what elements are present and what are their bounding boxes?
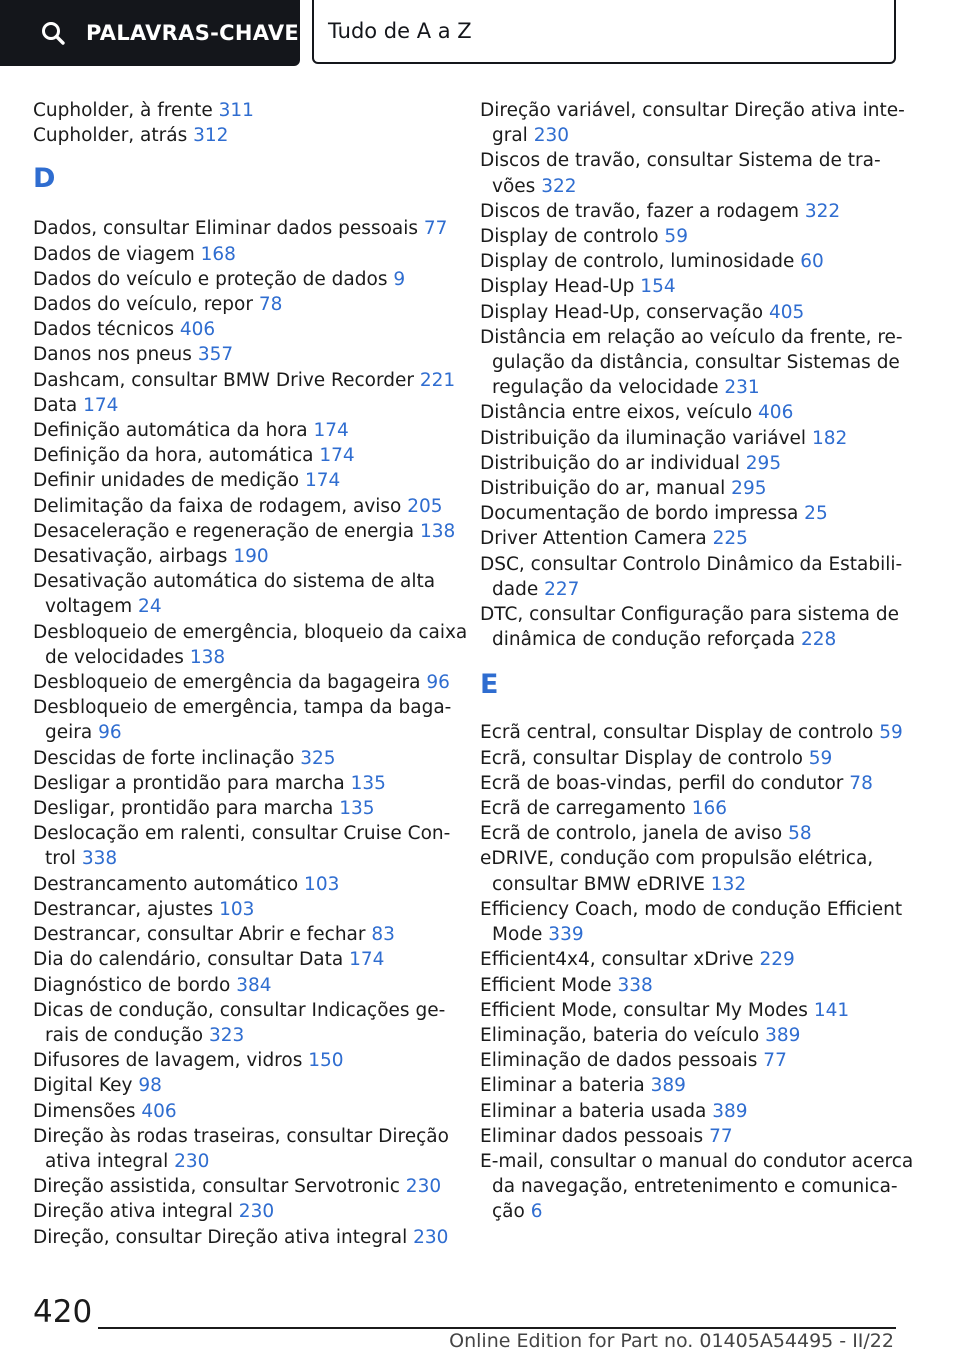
index-entry [33, 292, 453, 317]
page-reference-link[interactable]: 103 [304, 873, 340, 895]
index-entry [33, 494, 453, 519]
edition-note: Online Edition for Part no. 01405A54495 - II/22 [449, 1330, 894, 1352]
page-reference-link[interactable]: 312 [193, 125, 229, 147]
index-entry [480, 897, 903, 947]
index-entry [480, 224, 900, 249]
page-reference-link[interactable]: 322 [804, 200, 841, 222]
index-entry [33, 393, 453, 418]
entry-term: Direção, consultar Direção ativa integral [33, 1226, 408, 1248]
entry-term-continued: de velocidades [45, 646, 184, 668]
index-entry [33, 569, 453, 619]
page-reference-link[interactable]: 406 [141, 1100, 177, 1122]
index-entry [480, 1149, 914, 1225]
index-entry [480, 821, 900, 846]
index-entry [33, 368, 456, 393]
page-reference-link[interactable]: 231 [724, 377, 760, 399]
index-entry [33, 998, 453, 1048]
entry-term: Direção às rodas traseiras, consultar Direção [33, 1125, 449, 1147]
entry-term: Destrancamento automático [33, 873, 299, 895]
page-reference-link[interactable]: 138 [189, 646, 226, 668]
entry-term: Eliminação, bateria do veículo [480, 1024, 760, 1046]
page-reference-link[interactable]: 338 [617, 974, 653, 996]
page-reference-link[interactable]: 225 [712, 528, 748, 550]
page-reference-link[interactable]: 132 [710, 873, 747, 895]
page-reference-link[interactable]: 135 [339, 798, 375, 820]
page-reference-link[interactable]: 9 [393, 268, 406, 290]
index-entry [480, 400, 900, 425]
index-entry [33, 267, 453, 292]
entry-term: Direção variável, consultar Direção ativa inte- [480, 100, 905, 121]
page-reference-link[interactable]: 230 [405, 1176, 442, 1198]
entry-term: Desbloqueio de emergência, bloqueio da caixa [33, 621, 468, 643]
index-entry [33, 1124, 453, 1174]
index-entry [33, 342, 453, 367]
page-reference-link[interactable]: 295 [731, 478, 767, 500]
index-entry [480, 476, 900, 501]
entry-term: Ecrã central, consultar Display de controlo [480, 722, 874, 744]
entry-term: Desligar, prontidão para marcha [33, 798, 334, 820]
keywords-tab-label: PALAVRAS-CHAVE [86, 21, 300, 45]
index-entry [33, 123, 453, 148]
index-entry [480, 199, 900, 224]
page-reference-link[interactable]: 58 [788, 823, 812, 845]
entry-term: Eliminar dados pessoais [480, 1125, 704, 1147]
index-entry [33, 620, 468, 670]
page-reference-link[interactable]: 205 [407, 495, 443, 517]
page-reference-link[interactable]: 405 [769, 301, 805, 323]
index-entry [33, 1099, 453, 1124]
index-entry [33, 1225, 453, 1250]
entry-term: Ecrã de controlo, janela de aviso [480, 823, 783, 845]
entry-term: Efficient Mode [480, 974, 612, 996]
page-reference-link[interactable]: 228 [800, 629, 837, 651]
page-reference-link[interactable]: 389 [712, 1100, 748, 1122]
entry-term: Display de controlo, luminosidade [480, 251, 795, 273]
page-reference-link[interactable]: 24 [138, 596, 162, 618]
page-reference-link[interactable]: 96 [98, 722, 122, 744]
entry-term: Eliminar a bateria [480, 1075, 645, 1097]
entry-term: Danos nos pneus [33, 344, 192, 366]
entry-term-continued: gral [492, 125, 528, 147]
index-entry [480, 552, 903, 602]
entry-term: Distância em relação ao veículo da frente, re- [480, 326, 903, 348]
entry-term: Eliminar a bateria usada [480, 1100, 707, 1122]
page-reference-link[interactable]: 230 [238, 1201, 275, 1223]
page-reference-link[interactable]: 174 [83, 394, 119, 416]
index-column-left [33, 98, 468, 1250]
page-reference-link[interactable]: 230 [413, 1226, 449, 1248]
page-reference-link[interactable]: 229 [759, 949, 795, 971]
entry-term: Distância entre eixos, veículo [480, 402, 753, 424]
index-entry [480, 451, 900, 476]
page-reference-link[interactable]: 389 [765, 1024, 801, 1046]
page-reference-link[interactable]: 230 [533, 125, 570, 147]
entry-term: Dia do calendário, consultar Data [33, 949, 344, 971]
entry-term: Discos de travão, consultar Sistema de tra- [480, 150, 881, 172]
page-reference-link[interactable]: 174 [304, 470, 341, 492]
index-entry [480, 426, 900, 451]
page-reference-link[interactable]: 227 [544, 578, 580, 600]
entry-term: Efficient4x4, consultar xDrive [480, 949, 754, 971]
index-entry [33, 670, 453, 695]
page-reference-link[interactable]: 325 [300, 747, 336, 769]
page-reference-link[interactable]: 25 [804, 503, 828, 525]
index-entry [33, 973, 453, 998]
index-entry [480, 526, 900, 551]
index-entry [33, 796, 453, 821]
index-entry [480, 746, 900, 771]
page-reference-link[interactable]: 98 [138, 1075, 162, 1097]
index-entry [480, 148, 900, 198]
entry-term: Definição da hora, automática [33, 445, 314, 467]
page-reference-link[interactable]: 338 [81, 848, 118, 870]
index-a-z-tab[interactable] [312, 0, 896, 64]
entry-term: Eliminação de dados pessoais [480, 1050, 758, 1072]
page-reference-link[interactable]: 221 [419, 369, 456, 391]
page-reference-link[interactable]: 339 [548, 924, 584, 946]
index-entry [33, 746, 453, 771]
index-entry [33, 216, 453, 241]
entry-term: Data [33, 394, 78, 416]
index-entry [480, 796, 900, 821]
page-reference-link[interactable]: 59 [879, 722, 903, 744]
keywords-tab[interactable] [0, 0, 300, 66]
entry-term: eDRIVE, condução com propulsão elétrica, [480, 848, 874, 870]
index-entry [480, 249, 900, 274]
page-reference-link[interactable]: 77 [423, 218, 448, 240]
entry-term: Display Head-Up [480, 276, 635, 298]
entry-term: Desbloqueio de emergência, tampa da baga- [33, 697, 452, 719]
entry-term: Destrancar, ajustes [33, 898, 214, 920]
page-reference-link[interactable]: 190 [233, 546, 269, 568]
index-column-right [480, 98, 914, 1225]
index-entry [33, 947, 453, 972]
entry-term-continued: ativa integral [45, 1150, 169, 1172]
entry-term: Desbloqueio de emergência da bagageira [33, 672, 421, 694]
page-reference-link[interactable]: 141 [813, 999, 850, 1021]
index-tab-label: Tudo de A a Z [328, 19, 472, 43]
page-reference-link[interactable]: 311 [218, 100, 254, 121]
entry-term-continued: geira [45, 722, 93, 744]
section-letter-heading: E [480, 669, 499, 701]
entry-term: Definição automática da hora [33, 420, 308, 442]
index-entry [480, 947, 900, 972]
entry-term: Deslocação em ralenti, consultar Cruise Con- [33, 823, 451, 845]
entry-term-continued: consultar BMW eDRIVE [492, 873, 705, 895]
entry-term: Cupholder, à frente [33, 100, 213, 121]
page-reference-link[interactable]: 59 [808, 747, 833, 769]
page-reference-link[interactable]: 78 [258, 294, 283, 316]
page-reference-link[interactable]: 389 [650, 1075, 686, 1097]
entry-term: Dados do veículo e proteção de dados [33, 268, 388, 290]
index-entry [33, 872, 453, 897]
entry-term: Descidas de forte inclinação [33, 747, 295, 769]
entry-term: Dados de viagem [33, 243, 195, 265]
entry-term: Desaceleração e regeneração de energia [33, 520, 415, 542]
page-reference-link[interactable]: 174 [319, 445, 355, 467]
page-reference-link[interactable]: 168 [200, 243, 236, 265]
index-entry [33, 1073, 453, 1098]
entry-term: Ecrã, consultar Display de controlo [480, 747, 803, 769]
entry-term: Direção assistida, consultar Servotronic [33, 1176, 400, 1198]
page-reference-link[interactable]: 154 [640, 276, 676, 298]
index-entry [480, 771, 900, 796]
entry-term-continued: dade [492, 578, 539, 600]
entry-term-continued: da navegação, entretenimento e comunica- [492, 1176, 898, 1198]
index-entry [480, 846, 900, 896]
entry-term: Dicas de condução, consultar Indicações ge- [33, 999, 446, 1021]
index-entry [33, 98, 453, 123]
page-reference-link[interactable]: 406 [179, 319, 216, 341]
entry-term: DSC, consultar Controlo Dinâmico da Estabili- [480, 553, 903, 575]
page-number: 420 [33, 1294, 93, 1330]
index-entry [33, 695, 453, 745]
entry-term: Distribuição do ar individual [480, 452, 740, 474]
index-entry [480, 325, 903, 401]
entry-term-continued: dinâmica de condução reforçada [492, 629, 796, 651]
page-reference-link[interactable]: 323 [209, 1024, 245, 1046]
entry-term: Discos de travão, fazer a rodagem [480, 200, 799, 222]
entry-term: Dimensões [33, 1100, 136, 1122]
entry-term: Diagnóstico de bordo [33, 974, 231, 996]
entry-term: Ecrã de boas-vindas, perfil do condutor [480, 772, 844, 794]
index-entry [33, 1199, 453, 1224]
index-entry [480, 501, 900, 526]
index-entry [480, 98, 905, 148]
entry-term-continued: voltagem [45, 596, 133, 618]
index-entry [33, 242, 453, 267]
entry-term: Delimitação da faixa de rodagem, aviso [33, 495, 402, 517]
index-entry [33, 418, 453, 443]
index-entry [480, 274, 900, 299]
entry-term: Digital Key [33, 1075, 133, 1097]
index-entry [33, 317, 453, 342]
page-reference-link[interactable]: 174 [349, 949, 385, 971]
entry-term: Cupholder, atrás [33, 125, 188, 147]
page-reference-link[interactable]: 77 [763, 1050, 787, 1072]
search-icon [40, 20, 66, 46]
page-reference-link[interactable]: 230 [174, 1150, 210, 1172]
entry-term: Definir unidades de medição [33, 470, 300, 492]
page-reference-link[interactable]: 135 [350, 772, 386, 794]
page-reference-link[interactable]: 138 [419, 520, 456, 542]
footer-divider [98, 1327, 896, 1329]
page-reference-link[interactable]: 77 [709, 1125, 733, 1147]
index-entry [480, 998, 900, 1023]
index-entry [33, 544, 453, 569]
index-entry [480, 720, 903, 745]
index-entry [480, 1048, 900, 1073]
page-reference-link[interactable]: 295 [745, 452, 782, 474]
page-reference-link[interactable]: 384 [236, 974, 272, 996]
section-letter-heading: D [33, 163, 56, 195]
index-entry [33, 922, 453, 947]
index-entry [480, 602, 900, 652]
header-bar [0, 0, 960, 66]
entry-term: Desligar a prontidão para marcha [33, 772, 345, 794]
entry-term: Ecrã de carregamento [480, 798, 686, 820]
entry-term: Distribuição do ar, manual [480, 478, 726, 500]
index-entry [33, 1174, 453, 1199]
index-entry [480, 1099, 900, 1124]
page-reference-link[interactable]: 406 [758, 402, 794, 424]
entry-term-continued: regulação da velocidade [492, 377, 719, 399]
entry-term: Driver Attention Camera [480, 528, 707, 550]
index-entry [33, 443, 453, 468]
entry-term-continued: Mode [492, 924, 543, 946]
page-reference-link[interactable]: 103 [219, 898, 255, 920]
page-reference-link[interactable]: 60 [800, 251, 824, 273]
page-reference-link[interactable]: 322 [541, 175, 577, 197]
entry-term-continued: gulação da distância, consultar Sistemas de [492, 352, 900, 374]
page-reference-link[interactable]: 96 [426, 672, 450, 694]
entry-term: Distribuição da iluminação variável [480, 427, 807, 449]
page-reference-link[interactable]: 78 [849, 772, 873, 794]
entry-term-continued: trol [45, 848, 76, 870]
index-entry [480, 973, 900, 998]
index-entry [33, 897, 453, 922]
entry-term-continued: rais de condução [45, 1024, 204, 1046]
entry-term: Documentação de bordo impressa [480, 503, 799, 525]
index-entry [33, 821, 453, 871]
page-reference-link[interactable]: 182 [811, 427, 848, 449]
entry-term: Dados técnicos [33, 319, 174, 341]
index-entry [480, 300, 900, 325]
entry-term: Destrancar, consultar Abrir e fechar [33, 924, 366, 946]
index-entry [33, 468, 453, 493]
entry-term: Efficiency Coach, modo de condução Efficient [480, 898, 903, 920]
entry-term: Dados do veículo, repor [33, 294, 253, 316]
entry-term: Dashcam, consultar BMW Drive Recorder [33, 369, 414, 391]
entry-term: Dados, consultar Eliminar dados pessoais [33, 218, 419, 240]
index-entry [480, 1073, 900, 1098]
entry-term-continued: ção [492, 1201, 525, 1223]
entry-term: Desativação automática do sistema de alta [33, 571, 436, 593]
page-reference-link[interactable]: 166 [691, 798, 728, 820]
page-reference-link[interactable]: 83 [371, 924, 395, 946]
entry-term: Direção ativa integral [33, 1201, 233, 1223]
index-entry [33, 519, 456, 544]
page-reference-link[interactable]: 174 [313, 420, 349, 442]
index-entry [480, 1023, 900, 1048]
index-entry [33, 771, 453, 796]
entry-term-continued: vões [492, 175, 536, 197]
entry-term: DTC, consultar Configuração para sistema de [480, 604, 899, 626]
entry-term: Display Head-Up, conservação [480, 301, 764, 323]
entry-term: Difusores de lavagem, vidros [33, 1050, 303, 1072]
page-reference-link[interactable]: 357 [197, 344, 234, 366]
entry-term: Display de controlo [480, 226, 659, 248]
index-entry [33, 1048, 453, 1073]
index-entry [480, 1124, 900, 1149]
page-reference-link[interactable]: 150 [308, 1050, 344, 1072]
entry-term: E-mail, consultar o manual do condutor acerca [480, 1150, 914, 1172]
entry-term: Efficient Mode, consultar My Modes [480, 999, 808, 1021]
entry-term: Desativação, airbags [33, 546, 228, 568]
page-reference-link[interactable]: 6 [530, 1201, 543, 1223]
page-reference-link[interactable]: 59 [664, 226, 688, 248]
